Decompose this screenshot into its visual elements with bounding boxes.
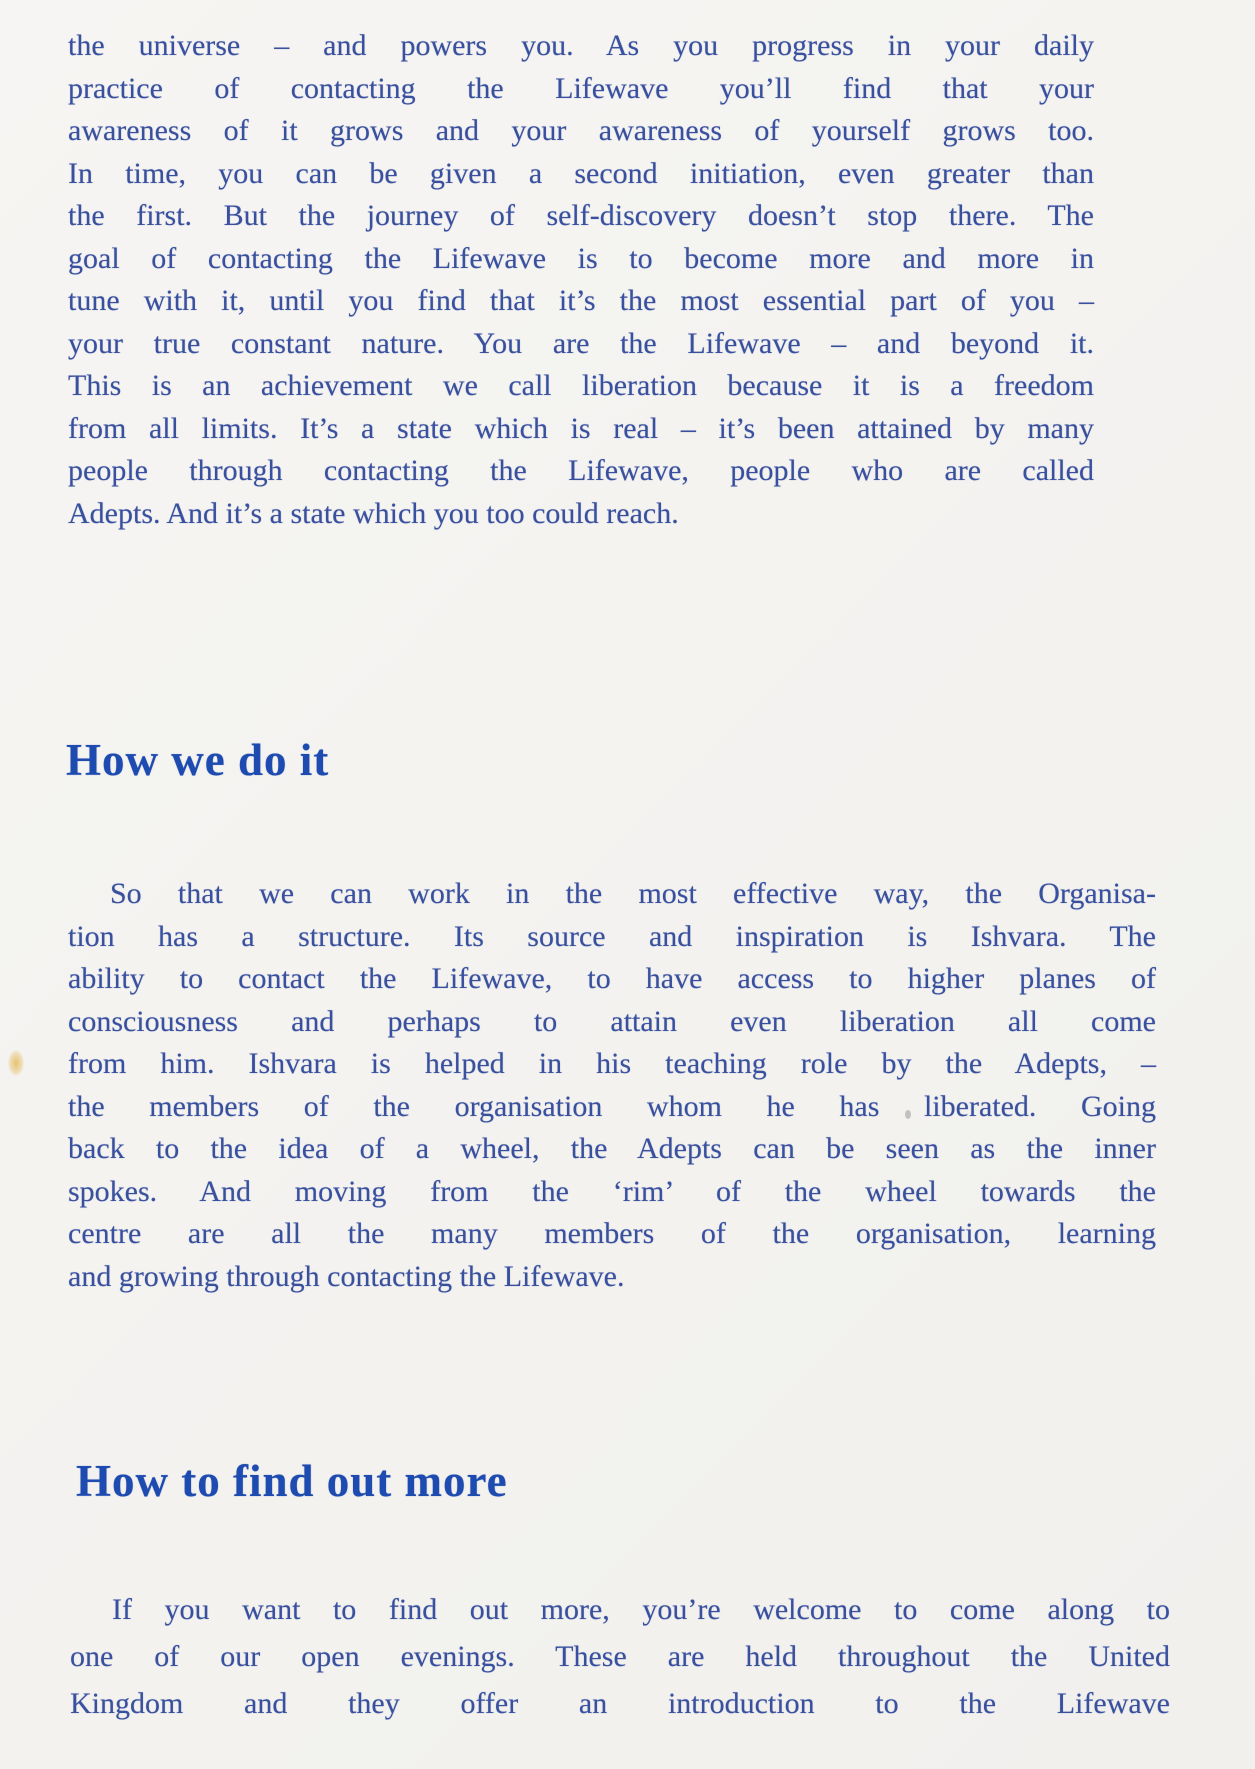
text-line: ability to contact the Lifewave, to have access to higher planes of — [68, 962, 1156, 995]
find-out-more-paragraph — [70, 1586, 1170, 1727]
scan-speck-yellow — [8, 1050, 24, 1076]
intro-paragraph — [68, 0, 1094, 535]
scan-speck-gray — [905, 1110, 911, 1119]
text-line: from him. Ishvara is helped in his teaching role by the Adepts, – — [68, 1047, 1156, 1080]
text-line: consciousness and perhaps to attain even liberation all come — [68, 1004, 1156, 1038]
text-line: the universe – and powers you. As you progress in your daily — [68, 29, 1094, 62]
text-line: the first. But the journey of self-discovery doesn’t stop there. The — [68, 199, 1094, 232]
text-line: awareness of it grows and your awareness of yourself grows too. — [68, 114, 1094, 147]
text-line: tune with it, until you find that it’s the most essential part of you – — [68, 284, 1094, 317]
text-line: Adepts. And it’s a state which you too could reach. — [68, 496, 679, 530]
text-line: tion has a structure. Its source and inspiration is Ishvara. The — [68, 919, 1156, 953]
text-line: from all limits. It’s a state which is real – it’s been attained by many — [68, 411, 1094, 445]
section-heading-how-we-do-it: How we do it — [66, 735, 330, 785]
text-line: back to the idea of a wheel, the Adepts can be seen as the inner — [68, 1132, 1156, 1165]
text-line: and growing through contacting the Lifewave. — [68, 1259, 625, 1293]
text-line: This is an achievement we call liberation because it is a freedom — [68, 369, 1094, 402]
text-line: practice of contacting the Lifewave you’ll find that your — [68, 71, 1094, 105]
how-we-do-it-paragraph — [68, 873, 1156, 1298]
text-line: If you want to find out more, you’re welcome to come along to — [112, 1593, 1170, 1626]
text-line: goal of contacting the Lifewave is to become more and more in — [68, 241, 1094, 275]
text-line: one of our open evenings. These are held throughout the United — [70, 1640, 1170, 1673]
text-line: the members of the organisation whom he has liberated. Going — [68, 1089, 1156, 1123]
text-line: spokes. And moving from the ‘rim’ of the wheel towards the — [68, 1174, 1156, 1208]
text-line: centre are all the many members of the organisation, learning — [68, 1217, 1156, 1250]
text-line: your true constant nature. You are the Lifewave – and beyond it. — [68, 326, 1094, 360]
text-line: people through contacting the Lifewave, people who are called — [68, 454, 1094, 487]
text-line: In time, you can be given a second initiation, even greater than — [68, 156, 1094, 190]
text-line: So that we can work in the most effective way, the Organisa- — [110, 877, 1156, 910]
section-heading-find-out-more: How to find out more — [76, 1456, 508, 1506]
text-line: Kingdom and they offer an introduction to the Lifewave — [70, 1687, 1170, 1720]
